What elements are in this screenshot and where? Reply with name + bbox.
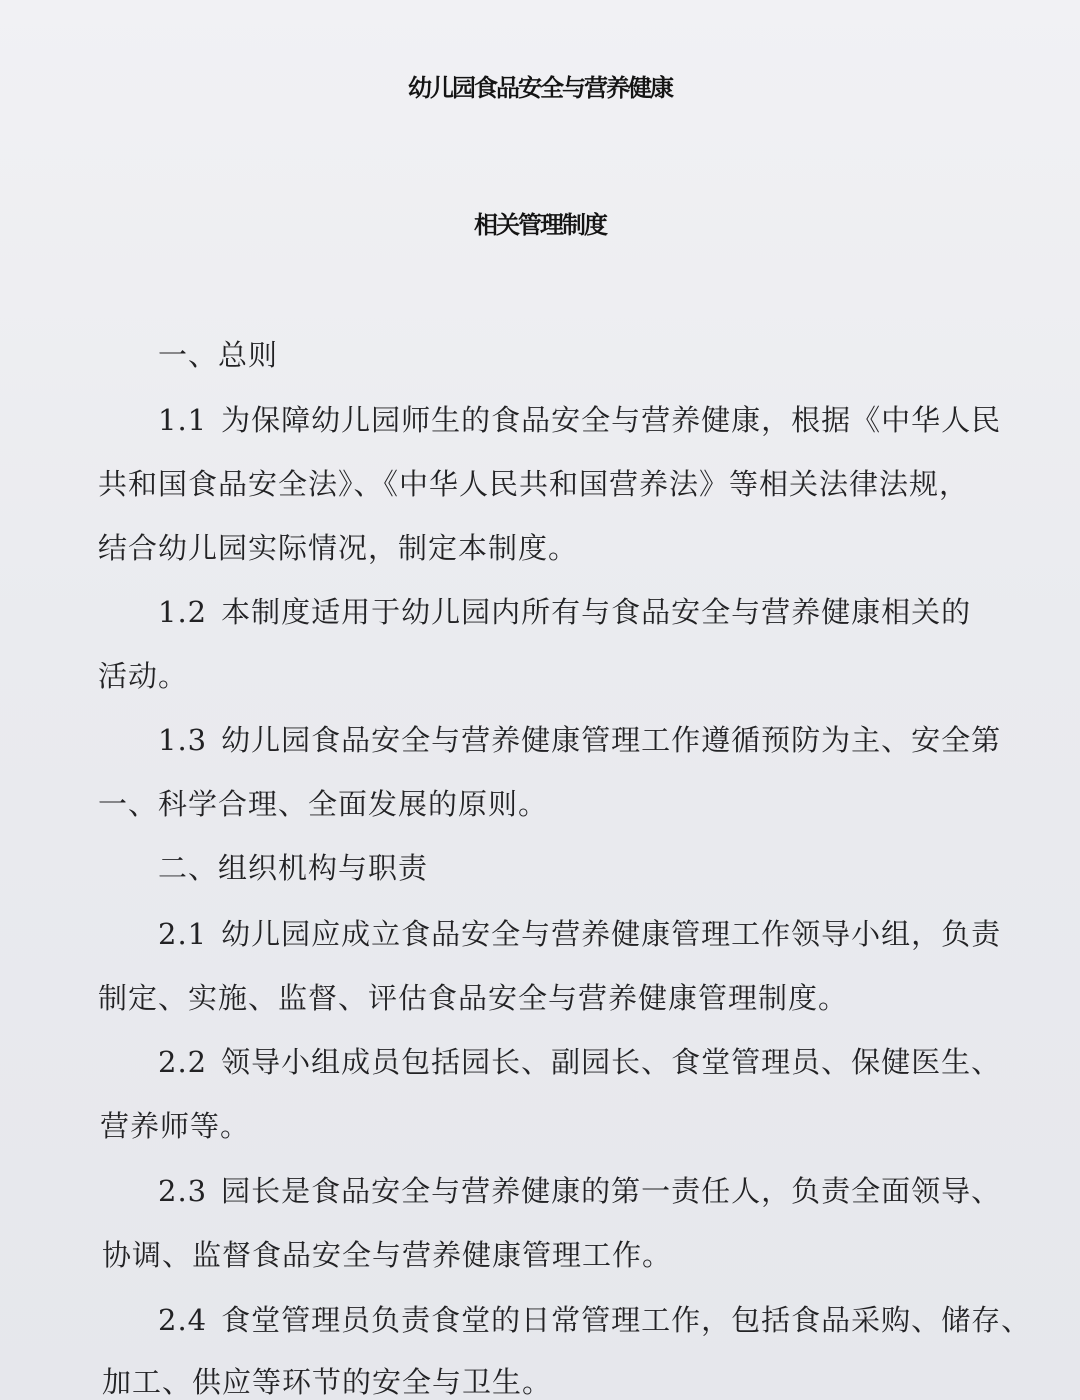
clause-text: 协调、监督食品安全与营养健康管理工作。 [102,1238,673,1272]
clause-number: 2.4 [158,1303,208,1337]
clause-text: 共和国食品安全法》、《中华人民共和国营养法》等相关法律法规， [98,467,970,501]
clause-text: 加工、供应等环节的安全与卫生。 [102,1365,553,1399]
clause-number: 1.2 [158,595,208,629]
section-heading-general: 一、总则 [158,338,279,372]
clause-text: 幼儿园食品安全与营养健康管理工作遵循预防为主、安全第 [221,723,1002,757]
clause-text: 为保障幼儿园师生的食品安全与营养健康，根据《中华人民 [221,403,1002,437]
clause-text: 领导小组成员包括园长、副园长、食堂管理员、保健医生、 [221,1045,1002,1079]
clause-number: 2.3 [158,1174,208,1208]
clause-first-line [158,1300,1031,1340]
clause-number: 2.1 [158,917,208,951]
clause-first-line [158,720,1001,760]
clause-text: 活动。 [98,659,189,693]
clause-first-line [158,400,1001,440]
clause-number: 1.1 [158,403,208,437]
clause-text: 营养师等。 [100,1109,251,1143]
clause-text: 制定、实施、监督、评估食品安全与营养健康管理制度。 [98,981,849,1015]
clause-first-line [158,1171,1001,1211]
clause-text: 本制度适用于幼儿园内所有与食品安全与营养健康相关的 [221,595,972,629]
clause-text: 食堂管理员负责食堂的日常管理工作，包括食品采购、储存、 [221,1303,1032,1337]
document-title-line-1: 幼儿园食品安全与营养健康 [408,73,672,102]
clause-first-line [158,914,1001,954]
section-heading-organization: 二、组织机构与职责 [158,851,429,885]
document-title-line-2: 相关管理制度 [474,210,606,239]
clause-first-line [158,592,971,632]
clause-text: 幼儿园应成立食品安全与营养健康管理工作领导小组，负责 [221,917,1002,951]
clause-text: 一、科学合理、全面发展的原则。 [98,787,549,821]
clause-first-line [158,1042,1001,1082]
clause-text: 结合幼儿园实际情况，制定本制度。 [98,531,579,565]
clause-number: 2.2 [158,1045,208,1079]
clause-number: 1.3 [158,723,208,757]
clause-text: 园长是食品安全与营养健康的第一责任人，负责全面领导、 [221,1174,1002,1208]
